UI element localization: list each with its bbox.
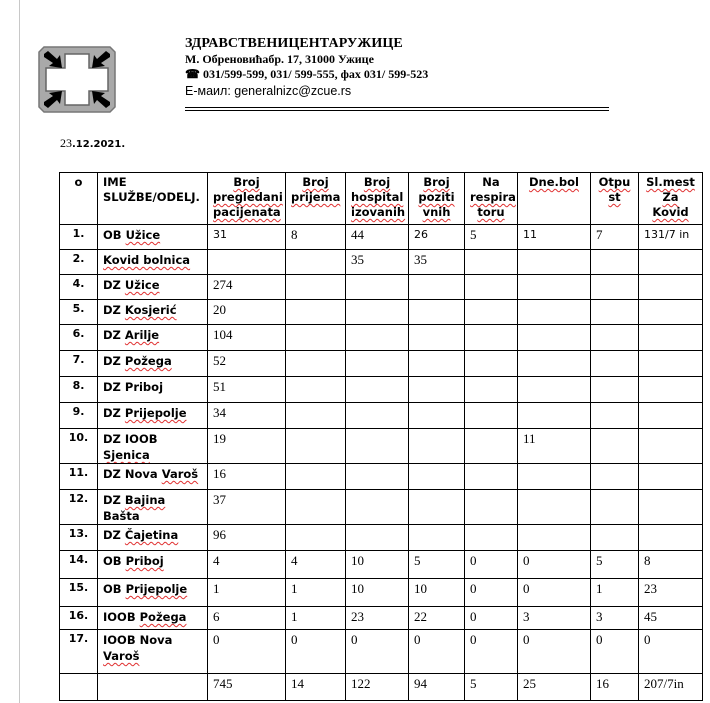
cell-hospitalized bbox=[346, 429, 409, 464]
cell-hospitalized bbox=[346, 275, 409, 300]
unit-place: Požega bbox=[124, 354, 172, 368]
row-number: 9. bbox=[60, 403, 98, 429]
cell-examined: 16 bbox=[208, 464, 286, 490]
cell-free-beds bbox=[639, 464, 703, 490]
unit-prefix: DZ IOOB bbox=[103, 432, 158, 446]
unit-prefix: OB bbox=[103, 582, 122, 596]
cell-examined: 51 bbox=[208, 377, 286, 403]
cell-admissions: 1 bbox=[286, 607, 346, 630]
cell-respirator bbox=[465, 403, 518, 429]
cell-daily-bed: 0 bbox=[518, 551, 591, 579]
cell-respirator bbox=[465, 300, 518, 325]
cell-hospitalized: 10 bbox=[346, 579, 409, 607]
cell-admissions bbox=[286, 325, 346, 351]
cell-positive bbox=[409, 525, 465, 551]
table-row bbox=[60, 300, 703, 325]
cell-respirator bbox=[465, 429, 518, 464]
header-free-beds: Sl.mest Za Kovid bbox=[639, 173, 703, 225]
cell-daily-bed: 3 bbox=[518, 607, 591, 630]
unit-name bbox=[98, 607, 208, 630]
table-row bbox=[60, 377, 703, 403]
cell-free-beds bbox=[639, 250, 703, 275]
header-daily-bed: Dne.bol bbox=[518, 173, 591, 225]
cell-examined: 4 bbox=[208, 551, 286, 579]
row-number: 14. bbox=[60, 551, 98, 579]
letterhead bbox=[185, 36, 428, 100]
cell-daily-bed bbox=[518, 325, 591, 351]
cell-positive bbox=[409, 275, 465, 300]
organization-email: Е-маил: generalnizc@zcue.rs bbox=[185, 84, 352, 98]
unit-prefix: DZ bbox=[103, 528, 121, 542]
table-row bbox=[60, 275, 703, 300]
cell-positive bbox=[409, 325, 465, 351]
row-number: 7. bbox=[60, 351, 98, 377]
medical-cross-arrows-icon bbox=[38, 46, 116, 113]
cell-admissions: 0 bbox=[286, 630, 346, 674]
unit-prefix: DZ bbox=[103, 406, 121, 420]
row-number: 13. bbox=[60, 525, 98, 551]
cell-hospitalized bbox=[346, 325, 409, 351]
cell-free-beds: 0 bbox=[639, 630, 703, 674]
table-row bbox=[60, 225, 703, 250]
cell-examined: 37 bbox=[208, 490, 286, 525]
unit-name bbox=[98, 300, 208, 325]
cell-daily-bed bbox=[518, 300, 591, 325]
cell-hospitalized bbox=[346, 464, 409, 490]
cell-admissions bbox=[286, 525, 346, 551]
total-free-beds: 207/7in bbox=[639, 674, 703, 701]
unit-place: Požega bbox=[139, 610, 187, 624]
table-row bbox=[60, 325, 703, 351]
unit-name bbox=[98, 377, 208, 403]
cell-admissions bbox=[286, 250, 346, 275]
totals-row bbox=[60, 674, 703, 701]
unit-prefix: IOOB bbox=[103, 610, 136, 624]
cell-free-beds: 8 bbox=[639, 551, 703, 579]
unit-place: Čajetina bbox=[124, 528, 179, 542]
header-unit-name: IME SLUŽBE/ODELJ. bbox=[98, 173, 208, 225]
cell-examined: 274 bbox=[208, 275, 286, 300]
unit-place: Arilje bbox=[124, 328, 160, 342]
cell-hospitalized: 10 bbox=[346, 551, 409, 579]
cell-admissions bbox=[286, 275, 346, 300]
cell-discharged bbox=[591, 464, 639, 490]
cell-hospitalized bbox=[346, 351, 409, 377]
cell-hospitalized: 0 bbox=[346, 630, 409, 674]
row-number: 8. bbox=[60, 377, 98, 403]
cell-hospitalized bbox=[346, 300, 409, 325]
cell-discharged: 0 bbox=[591, 630, 639, 674]
unit-name bbox=[98, 490, 208, 525]
cell-admissions bbox=[286, 490, 346, 525]
unit-name bbox=[98, 464, 208, 490]
organization-phones bbox=[185, 67, 428, 82]
cell-free-beds: 23 bbox=[639, 579, 703, 607]
unit-name bbox=[98, 579, 208, 607]
cell-free-beds: 131/7 in bbox=[639, 225, 703, 250]
cell-positive bbox=[409, 429, 465, 464]
total-respirator: 5 bbox=[465, 674, 518, 701]
cell-respirator bbox=[465, 525, 518, 551]
cell-hospitalized: 35 bbox=[346, 250, 409, 275]
unit-prefix: IOOB Nova bbox=[103, 633, 173, 647]
cell-daily-bed bbox=[518, 275, 591, 300]
table-row bbox=[60, 464, 703, 490]
unit-place: Varoš bbox=[161, 467, 199, 481]
unit-prefix: OB bbox=[103, 228, 122, 242]
cell-daily-bed: 11 bbox=[518, 225, 591, 250]
cell-examined: 0 bbox=[208, 630, 286, 674]
cell-daily-bed: 0 bbox=[518, 630, 591, 674]
unit-place: Prijepolje bbox=[124, 406, 187, 420]
table-header-row bbox=[60, 173, 703, 225]
cell-hospitalized bbox=[346, 525, 409, 551]
unit-prefix: DZ bbox=[103, 354, 121, 368]
unit-name bbox=[98, 551, 208, 579]
unit-name bbox=[98, 429, 208, 464]
cell-free-beds bbox=[639, 377, 703, 403]
total-discharged: 16 bbox=[591, 674, 639, 701]
cell-examined: 104 bbox=[208, 325, 286, 351]
cell-respirator bbox=[465, 250, 518, 275]
cell-respirator: 0 bbox=[465, 607, 518, 630]
cell-positive: 22 bbox=[409, 607, 465, 630]
unit-place: Užice bbox=[125, 228, 161, 242]
unit-prefix: DZ bbox=[103, 278, 121, 292]
unit-prefix: DZ bbox=[103, 303, 121, 317]
header-positive: Broj poziti vnih bbox=[409, 173, 465, 225]
cell-discharged bbox=[591, 429, 639, 464]
cell-free-beds: 45 bbox=[639, 607, 703, 630]
unit-name bbox=[98, 225, 208, 250]
organization-name: ЗДРАВСТВЕНИЦЕНТАРУЖИЦЕ bbox=[185, 36, 403, 51]
cell-daily-bed: 11 bbox=[518, 429, 591, 464]
total-admissions: 14 bbox=[286, 674, 346, 701]
cell-positive bbox=[409, 351, 465, 377]
table-row bbox=[60, 630, 703, 674]
unit-name bbox=[98, 250, 208, 275]
cell-respirator bbox=[465, 490, 518, 525]
unit-place-suffix: Bašta bbox=[103, 509, 140, 523]
row-number: 12. bbox=[60, 490, 98, 525]
cell-discharged bbox=[591, 300, 639, 325]
cell-positive: 5 bbox=[409, 551, 465, 579]
cell-hospitalized: 44 bbox=[346, 225, 409, 250]
table-row bbox=[60, 250, 703, 275]
row-number: 11. bbox=[60, 464, 98, 490]
cell-positive bbox=[409, 464, 465, 490]
cell-respirator: 0 bbox=[465, 630, 518, 674]
cell-discharged: 5 bbox=[591, 551, 639, 579]
cell-examined: 34 bbox=[208, 403, 286, 429]
table-row bbox=[60, 525, 703, 551]
totals-label-empty bbox=[98, 674, 208, 701]
table-row bbox=[60, 579, 703, 607]
unit-place: Priboj bbox=[125, 554, 164, 568]
cell-admissions: 8 bbox=[286, 225, 346, 250]
cell-admissions bbox=[286, 403, 346, 429]
cell-hospitalized: 23 bbox=[346, 607, 409, 630]
cell-respirator: 5 bbox=[465, 225, 518, 250]
unit-place: Sjenica bbox=[103, 448, 150, 462]
row-number: 16. bbox=[60, 607, 98, 630]
cell-respirator bbox=[465, 377, 518, 403]
unit-prefix: DZ bbox=[103, 493, 121, 507]
cell-free-beds bbox=[639, 351, 703, 377]
cell-hospitalized bbox=[346, 403, 409, 429]
row-number: 4. bbox=[60, 275, 98, 300]
row-number: 5. bbox=[60, 300, 98, 325]
table-row bbox=[60, 351, 703, 377]
cell-positive: 35 bbox=[409, 250, 465, 275]
cell-positive bbox=[409, 300, 465, 325]
row-number: 2. bbox=[60, 250, 98, 275]
cell-discharged bbox=[591, 275, 639, 300]
total-daily-bed: 25 bbox=[518, 674, 591, 701]
table-row bbox=[60, 490, 703, 525]
total-positive: 94 bbox=[409, 674, 465, 701]
row-number: 10. bbox=[60, 429, 98, 464]
cell-positive: 26 bbox=[409, 225, 465, 250]
cell-free-beds bbox=[639, 490, 703, 525]
row-number: 1. bbox=[60, 225, 98, 250]
unit-prefix: OB bbox=[103, 554, 122, 568]
cell-daily-bed: 0 bbox=[518, 579, 591, 607]
cell-daily-bed bbox=[518, 464, 591, 490]
date-day: 23 bbox=[60, 136, 72, 150]
table-row bbox=[60, 551, 703, 579]
unit-name bbox=[98, 275, 208, 300]
cell-discharged: 3 bbox=[591, 607, 639, 630]
row-number: 15. bbox=[60, 579, 98, 607]
cell-free-beds bbox=[639, 325, 703, 351]
row-number: 17. bbox=[60, 630, 98, 674]
cell-discharged bbox=[591, 490, 639, 525]
letterhead-double-rule bbox=[185, 107, 609, 111]
cell-free-beds bbox=[639, 429, 703, 464]
unit-place: Varoš bbox=[103, 649, 140, 663]
cell-respirator bbox=[465, 464, 518, 490]
cell-positive: 10 bbox=[409, 579, 465, 607]
cell-daily-bed bbox=[518, 377, 591, 403]
row-number: 6. bbox=[60, 325, 98, 351]
cell-examined: 31 bbox=[208, 225, 286, 250]
cell-respirator bbox=[465, 351, 518, 377]
report-date bbox=[60, 136, 125, 151]
cell-free-beds bbox=[639, 403, 703, 429]
telephone-icon: ☎ bbox=[185, 67, 200, 81]
unit-place: Kosjerić bbox=[124, 303, 177, 317]
unit-name bbox=[98, 630, 208, 674]
unit-place: Prijepolje bbox=[125, 582, 188, 596]
cell-daily-bed bbox=[518, 250, 591, 275]
cell-examined: 20 bbox=[208, 300, 286, 325]
cell-discharged: 7 bbox=[591, 225, 639, 250]
cell-free-beds bbox=[639, 525, 703, 551]
unit-name bbox=[98, 351, 208, 377]
cell-free-beds bbox=[639, 300, 703, 325]
total-hospitalized: 122 bbox=[346, 674, 409, 701]
organization-address: М. Обреновићабр. 17, 31000 Ужице bbox=[185, 52, 374, 66]
cell-admissions bbox=[286, 377, 346, 403]
cell-discharged bbox=[591, 377, 639, 403]
cell-admissions bbox=[286, 300, 346, 325]
unit-prefix: DZ bbox=[103, 328, 121, 342]
unit-name bbox=[98, 525, 208, 551]
cell-discharged bbox=[591, 325, 639, 351]
unit-prefix: DZ Priboj bbox=[103, 380, 164, 394]
unit-place: Užice bbox=[124, 278, 160, 292]
cell-discharged: 1 bbox=[591, 579, 639, 607]
cell-positive bbox=[409, 490, 465, 525]
cell-hospitalized bbox=[346, 377, 409, 403]
cell-admissions bbox=[286, 351, 346, 377]
cell-discharged bbox=[591, 525, 639, 551]
cell-examined bbox=[208, 250, 286, 275]
cell-daily-bed bbox=[518, 490, 591, 525]
cell-respirator: 0 bbox=[465, 579, 518, 607]
table-row bbox=[60, 403, 703, 429]
header-respirator: Na respira toru bbox=[465, 173, 518, 225]
unit-place: Bajina bbox=[124, 493, 166, 507]
unit-name bbox=[98, 325, 208, 351]
cell-examined: 6 bbox=[208, 607, 286, 630]
cell-daily-bed bbox=[518, 351, 591, 377]
cell-discharged bbox=[591, 351, 639, 377]
cell-daily-bed bbox=[518, 525, 591, 551]
cell-admissions: 1 bbox=[286, 579, 346, 607]
total-examined: 745 bbox=[208, 674, 286, 701]
unit-prefix: DZ Nova bbox=[103, 467, 158, 481]
cell-discharged bbox=[591, 403, 639, 429]
header-hospitalized: Broj hospital izovanih bbox=[346, 173, 409, 225]
header-examined: Broj pregledani pacijenata bbox=[208, 173, 286, 225]
totals-number-empty bbox=[60, 674, 98, 701]
cell-positive bbox=[409, 403, 465, 429]
cell-admissions bbox=[286, 429, 346, 464]
cell-examined: 1 bbox=[208, 579, 286, 607]
cell-daily-bed bbox=[518, 403, 591, 429]
cell-examined: 19 bbox=[208, 429, 286, 464]
cell-positive: 0 bbox=[409, 630, 465, 674]
cell-examined: 52 bbox=[208, 351, 286, 377]
table-row bbox=[60, 607, 703, 630]
cell-admissions bbox=[286, 464, 346, 490]
cell-positive bbox=[409, 377, 465, 403]
cell-examined: 96 bbox=[208, 525, 286, 551]
unit-name bbox=[98, 403, 208, 429]
cell-admissions: 4 bbox=[286, 551, 346, 579]
date-rest: .12.2021. bbox=[72, 139, 126, 150]
cell-respirator: 0 bbox=[465, 551, 518, 579]
header-discharged: Otpu st bbox=[591, 173, 639, 225]
cell-free-beds bbox=[639, 275, 703, 300]
header-admissions: Broj prijema bbox=[286, 173, 346, 225]
table-row bbox=[60, 429, 703, 464]
covid-report-table bbox=[59, 172, 703, 701]
header-number: o bbox=[60, 173, 98, 225]
phone-numbers: 031/599-599, 031/ 599-555, фах 031/ 599-523 bbox=[202, 67, 429, 81]
cell-discharged bbox=[591, 250, 639, 275]
cell-respirator bbox=[465, 325, 518, 351]
cell-hospitalized bbox=[346, 490, 409, 525]
unit-place: Kovid bolnica bbox=[103, 253, 191, 267]
cell-respirator bbox=[465, 275, 518, 300]
page-margin-line bbox=[19, 0, 20, 703]
